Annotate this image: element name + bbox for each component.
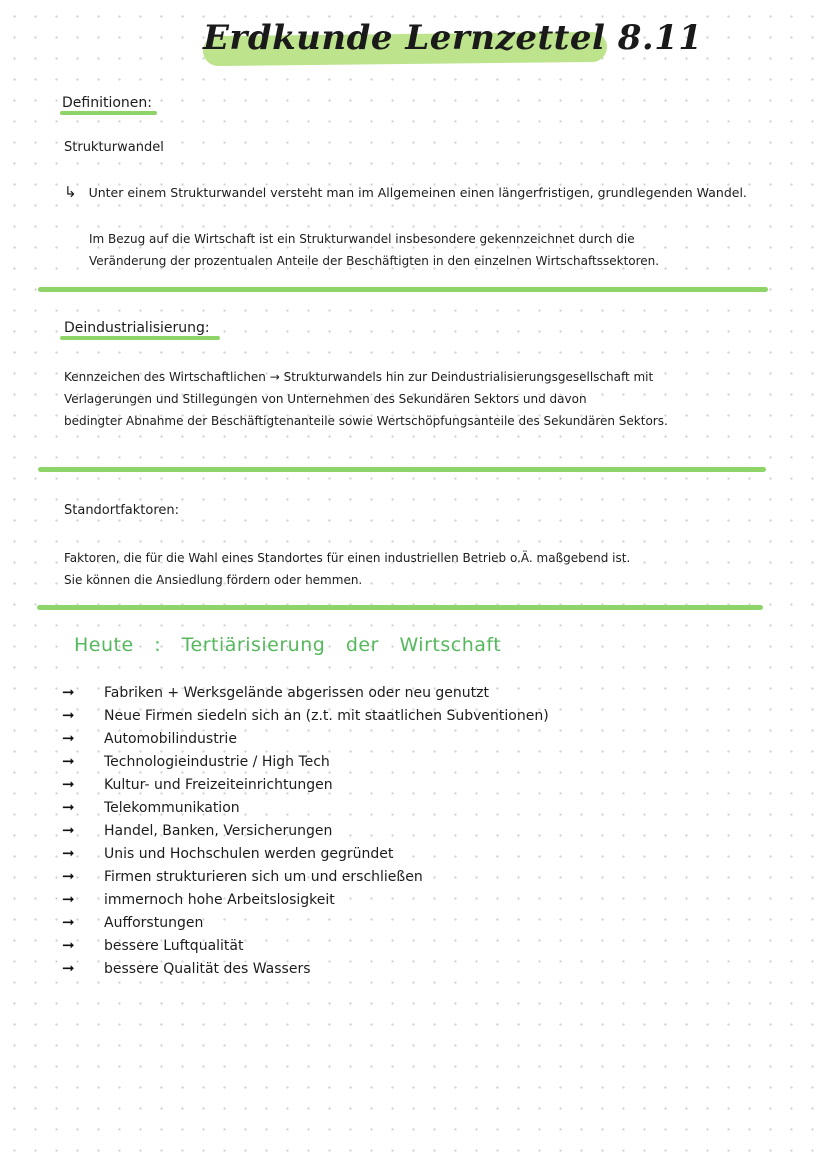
deind-line-2: Verlagerungen und Stillegungen von Unternehmen des Sekundären Sektors und davon (64, 392, 587, 406)
arrow-right-icon: ➞ (62, 775, 75, 793)
list-item-text: Telekommunikation (104, 800, 240, 816)
list-item (62, 957, 549, 980)
list-item (62, 773, 549, 796)
heading-deindustrialisierung: Deindustrialisierung: (64, 320, 210, 336)
term-strukturwandel: Strukturwandel (64, 140, 164, 155)
list-item-text: immernoch hohe Arbeitslosigkeit (104, 892, 335, 908)
list-item-text: Aufforstungen (104, 915, 204, 931)
definition-strukturwandel (64, 181, 747, 204)
list-item (62, 681, 549, 704)
divider-3 (37, 605, 763, 610)
list-item (62, 865, 549, 888)
arrow-right-icon: ➞ (62, 752, 75, 770)
list-item-text: Firmen strukturieren sich um und erschließen (104, 869, 423, 885)
heading-heute-tertiaerisierung: Heute : Tertiärisierung der Wirtschaft (74, 634, 502, 656)
arrow-right-icon: ➞ (62, 913, 75, 931)
list-item-text: bessere Qualität des Wassers (104, 961, 311, 977)
definition-line-1: Unter einem Strukturwandel versteht man im Allgemeinen einen längerfristigen, grundlegenden Wandel. (88, 185, 747, 200)
arrow-right-icon: ➞ (62, 867, 75, 885)
arrow-right-icon: ➞ (62, 936, 75, 954)
deindustrialisierung-text (64, 366, 668, 432)
arrow-right-icon: ➞ (62, 844, 75, 862)
list-item-text: Unis und Hochschulen werden gegründet (104, 846, 394, 862)
arrow-right-icon: ➞ (62, 959, 75, 977)
arrow-right-icon: ➞ (62, 821, 75, 839)
list-item (62, 727, 549, 750)
heute-list (62, 681, 549, 980)
list-item-text: Technologieindustrie / High Tech (104, 754, 330, 770)
list-item (62, 888, 549, 911)
list-item (62, 911, 549, 934)
arrow-right-icon: ➞ (62, 683, 75, 701)
heading-definitionen: Definitionen: (62, 95, 152, 111)
list-item (62, 796, 549, 819)
heading-deindustrialisierung-underline (60, 336, 220, 340)
arrow-right-icon: ➞ (62, 890, 75, 908)
arrow-right-icon: ➞ (62, 729, 75, 747)
list-item-text: Neue Firmen siedeln sich an (z.t. mit staatlichen Subventionen) (104, 708, 549, 724)
divider-1 (38, 287, 768, 292)
list-item (62, 819, 549, 842)
definition-line-3: Veränderung der prozentualen Anteile der Beschäftigten in den einzelnen Wirtschaftssektoren. (89, 254, 660, 268)
deind-line-3: bedingter Abnahme der Beschäftigtenanteile sowie Wertschöpfungsanteile des Sekundären Sektors. (64, 414, 668, 428)
divider-2 (38, 467, 766, 472)
list-item-text: Fabriken + Werksgelände abgerissen oder neu genutzt (104, 685, 489, 701)
list-item-text: Automobilindustrie (104, 731, 237, 747)
definition-line-2: Im Bezug auf die Wirtschaft ist ein Strukturwandel insbesondere gekennzeichnet durch die (89, 232, 635, 246)
title-block (203, 14, 703, 74)
list-item (62, 842, 549, 865)
heading-definitionen-underline (60, 111, 157, 115)
list-item (62, 934, 549, 957)
definition-strukturwandel-detail (89, 228, 659, 272)
list-item-text: Handel, Banken, Versicherungen (104, 823, 333, 839)
hook-arrow-icon: ↳ (64, 183, 77, 201)
standort-line-2: Sie können die Ansiedlung fördern oder hemmen. (64, 573, 363, 587)
list-item (62, 750, 549, 773)
page-title: Erdkunde Lernzettel 8.11 (203, 18, 703, 58)
list-item-text: Kultur- und Freizeiteinrichtungen (104, 777, 333, 793)
list-item-text: bessere Luftqualität (104, 938, 244, 954)
heading-standortfaktoren: Standortfaktoren: (64, 503, 180, 518)
arrow-right-icon: ➞ (62, 706, 75, 724)
arrow-right-icon: ➞ (62, 798, 75, 816)
deind-line-1: Kennzeichen des Wirtschaftlichen → Strukturwandels hin zur Deindustrialisierungsgesellschaft mit (64, 370, 654, 384)
list-item (62, 704, 549, 727)
standortfaktoren-text (64, 547, 630, 591)
standort-line-1: Faktoren, die für die Wahl eines Standortes für einen industriellen Betrieb o.Ä. maßgebend ist. (64, 551, 631, 565)
